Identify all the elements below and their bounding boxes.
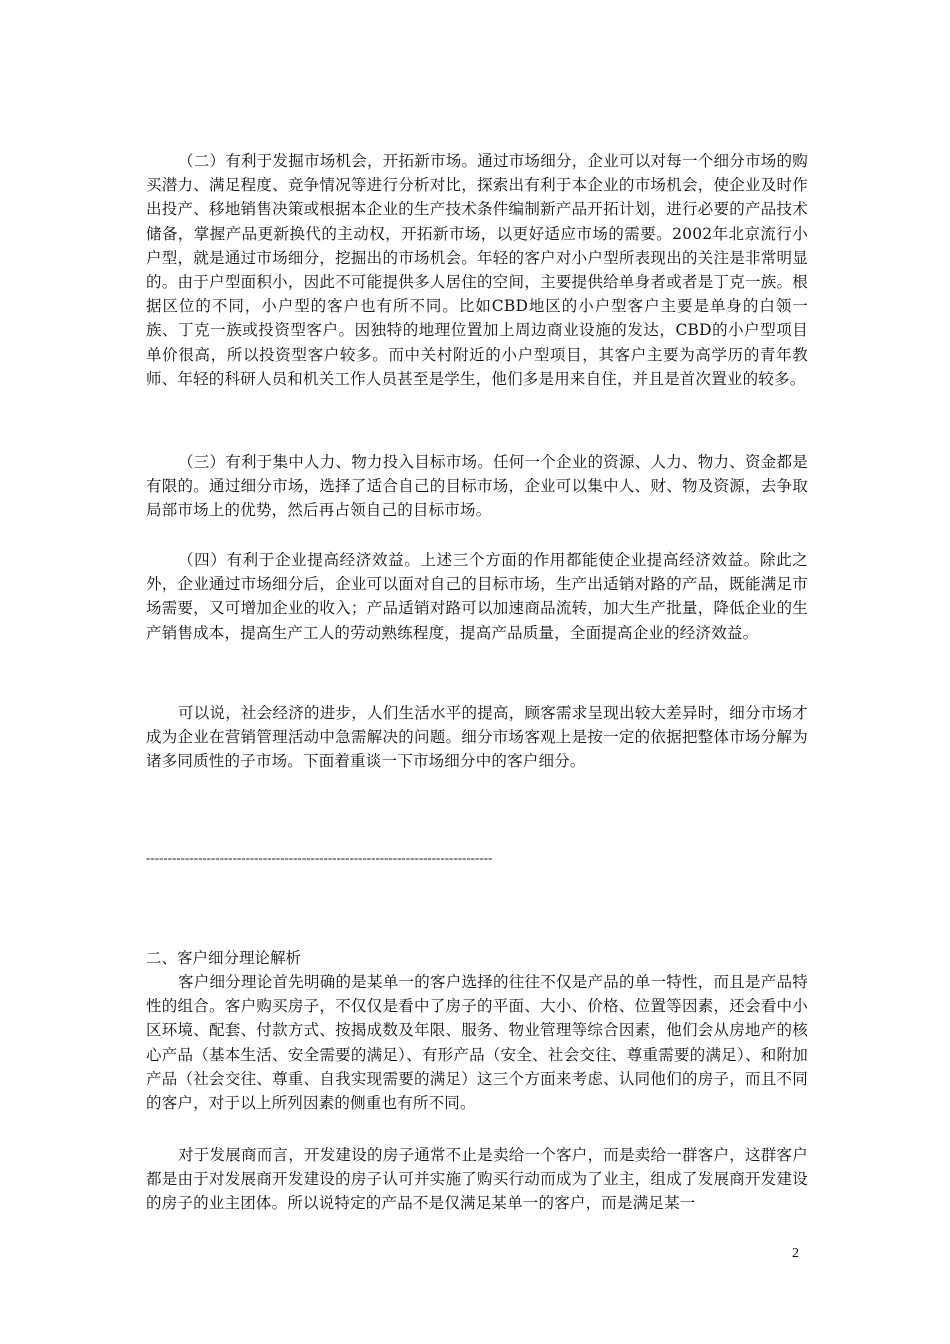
- page-number: 2: [792, 1246, 799, 1261]
- paragraph-market-opportunity: （二）有利于发掘市场机会，开拓新市场。通过市场细分，企业可以对每一个细分市场的购买潜力、满足程度、竞争情况等进行分析对比，探索出有利于本企业的市场机会，使企业及时作出投产、移地销售决策或根据本企业的生产技术条件编制新产品开拓计划，进行必要的产品技术储备，掌握产品更新换代的主动权，开拓新市场，以更好适应市场的需要。2002年北京流行小户型，就是通过市场细分，挖掘出的市场机会。年轻的客户对小户型所表现出的关注是非常明显的。由于户型面积小，因此不可能提供多人居住的空间，主要提供给单身者或者是丁克一族。根据区位的不同，小户型的客户也有所不同。比如CBD地区的小户型客户主要是单身的白领一族、丁克一族或投资型客户。因独特的地理位置加上周边商业设施的发达，CBD的小户型项目单价很高，所以投资型客户较多。而中关村附近的小户型项目，其客户主要为高学历的青年教师、年轻的科研人员和机关工作人员甚至是学生，他们多是用来自住，并且是首次置业的较多。: [146, 152, 808, 388]
- paragraph-conclusion: 可以说，社会经济的进步，人们生活水平的提高，顾客需求呈现出较大差异时，细分市场才成为企业在营销管理活动中急需解决的问题。细分市场客观上是按一定的依据把整体市场分解为诸多同质性的子市场。下面着重谈一下市场细分中的客户细分。: [146, 704, 808, 771]
- section-heading: 二、客户细分理论解析: [146, 949, 302, 967]
- section-divider: --------------------------------------------------------------------------------: [146, 850, 493, 865]
- paragraph-developer-perspective: 对于发展商而言，开发建设的房子通常不止是卖给一个客户，而是卖给一群客户，这群客户都是由于对发展商开发建设的房子认可并实施了购买行动而成为了业主，组成了发展商开发建设的房子的业主团体。所以说特定的产品不是仅满足某单一的客户，而是满足某一: [146, 1146, 808, 1213]
- paragraph-segmentation-theory: 客户细分理论首先明确的是某单一的客户选择的往往不仅是产品的单一特性，而且是产品特性的组合。客户购买房子，不仅仅是看中了房子的平面、大小、价格、位置等因素，还会看中小区环境、配套、付款方式、按揭成数及年限、服务、物业管理等综合因素，他们会从房地产的核心产品（基本生活、安全需要的满足）、有形产品（安全、社会交往、尊重需要的满足）、和附加产品（社会交往、尊重、自我实现需要的满足）这三个方面来考虑、认同他们的房子，而且不同的客户，对于以上所列因素的侧重也有所不同。: [146, 973, 808, 1113]
- paragraph-economic-benefit: （四）有利于企业提高经济效益。上述三个方面的作用都能使企业提高经济效益。除此之外，企业通过市场细分后，企业可以面对自己的目标市场，生产出适销对路的产品，既能满足市场需要，又可增加企业的收入；产品适销对路可以加速商品流转，加大生产批量，降低企业的生产销售成本，提高生产工人的劳动熟练程度，提高产品质量，全面提高企业的经济效益。: [146, 551, 808, 642]
- paragraph-concentrate-resources: （三）有利于集中人力、物力投入目标市场。任何一个企业的资源、人力、物力、资金都是有限的。通过细分市场，选择了适合自己的目标市场，企业可以集中人、财、物及资源，去争取局部市场上的优势，然后再占领自己的目标市场。: [146, 453, 808, 520]
